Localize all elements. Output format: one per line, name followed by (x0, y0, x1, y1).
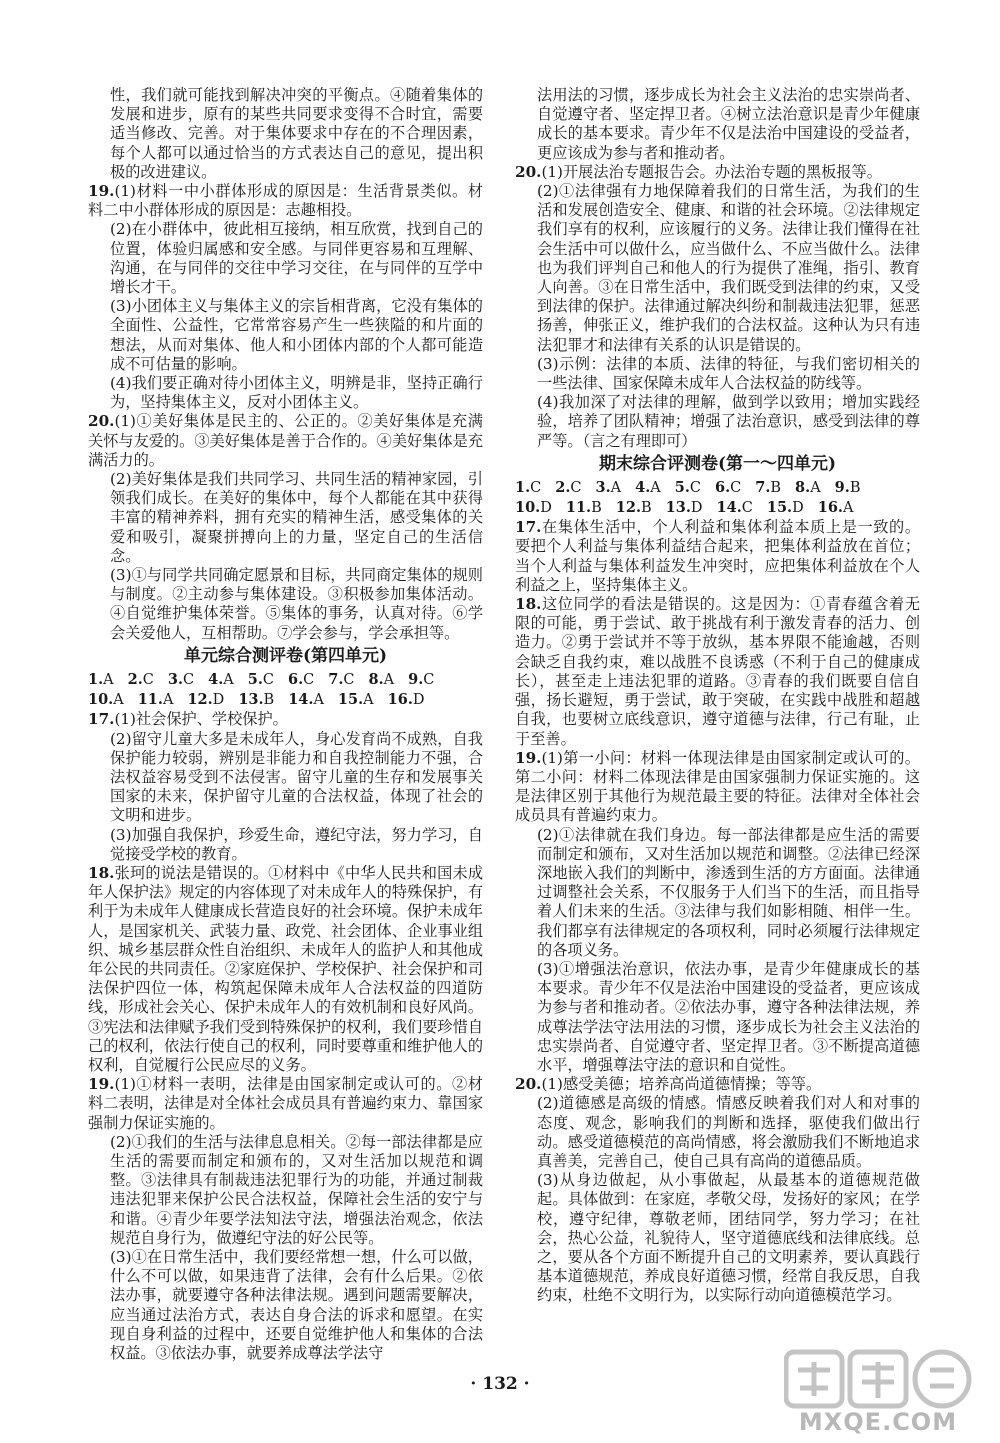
answer-text: (2)①法律就在我们身边。每一部法律都是应生活的需要而制定和颁布，又对生活加以规范和调整。②法律已经深深地嵌入我们的判断中，渗透到生活的方方面面。法律通过调整社会关系，不仅服务于人们当下的生活，而且指导着人们未来的生活。③法律与我们如影相随、相伴一生。我们都享有法律规定的各项权利，同时必须履行法律规定的各项义务。 (537, 825, 920, 959)
answer-item: 4.A (635, 478, 661, 496)
answer-text: (1)材料一中小群体形成的原因是：生活背景类似。材料二中小群体形成的原因是：志趣相投。 (88, 182, 483, 220)
answer-item: 14.A (288, 691, 324, 709)
answer-text: (2)①法律强有力地保障着我们的日常生活，为我们的生活和发展创造安全、健康、和谐的社会环境。②法律规定我们享有的权利，应该履行的义务。法律让我们懂得在社会生活中可以做什么，应当做什么、不应当做什么。法律也为我们评判自己和他人的行为提供了准绳，指引、教育人向善。③在日常生活中，我们既受到法律的约束，又受到法律的保护。法律通过解决纠纷和制裁违法犯罪，惩恶扬善，伸张正义，维护我们的合法权益。这种认为只有违法犯罪才和法律有关系的认识是错误的。 (537, 182, 920, 354)
answer-text: (3)示例：法律的本质、法律的特征，与我们密切相关的一些法律、国家保障未成年人合法权益的防线等。 (537, 354, 920, 393)
answer-item: 15.A (337, 691, 374, 709)
answer-text: (2)留守儿童大多是未成年人，身心发育尚不成熟，自我保护能力较弱，辨别是非能力和自我控制能力不强，合法权益容易受到不法侵害。留守儿童的生存和发展事关国家的未来，保护留守儿童的合法权益，体现了社会的文明和进步。 (110, 729, 483, 825)
question-number: 17. (88, 710, 115, 729)
answer-text: (1)①材料一表明，法律是由国家制定或认可的。②材料二表明，法律是对全体社会成员具有普遍约束力、靠国家强制力保证实施的。 (88, 1075, 483, 1132)
answer-item: 12.B (615, 499, 652, 517)
answer-text: (2)在小群体中，彼此相互接纳，相互欣赏，找到自己的位置，体验归属感和安全感。与同伴更容易和互理解、沟通，在与同伴的交往中学习交往，在与同伴的互学中增长才干。 (110, 220, 483, 297)
answer-item: 2.C (555, 478, 582, 496)
answer-item: 13.D (665, 499, 703, 517)
answer-item: 11.B (565, 499, 602, 517)
answer-item: 2.C (127, 670, 154, 688)
page-number: · 132 · (470, 1374, 530, 1394)
answer-item: 3.A (595, 478, 622, 496)
answer-item: 5.C (247, 670, 274, 688)
watermark (778, 1348, 978, 1436)
section-title: 期末综合评测卷(第一～四单元) (598, 453, 837, 474)
watermark-logo-icon (784, 1348, 972, 1410)
answer-text: (2)美好集体是我们共同学习、共同生活的精神家园，引领我们成长。在美好的集体中，每个人都能在其中获得丰富的精神养料，拥有充实的精神生活，感受集体的关爱和吸引，凝聚拼搏向上的力量，坚定自己的生活信念。 (110, 470, 483, 565)
answer-item: 8.A (368, 670, 395, 688)
answer-text: (3)①在日常生活中，我们要经常想一想，什么可以做，什么不可以做，如果违背了法律，会有什么后果。②依法办事，就要遵守各种法律法规。遇到问题需要解决，应当通过法治方式，表达自身合法的诉求和愿望。在实现自身利益的过程中，还要自觉维护他人和集体的合法权益。③依法办事，就要养成尊法学法守 (110, 1247, 483, 1362)
answer-row (88, 690, 483, 710)
question-19 (88, 182, 483, 412)
answer-item: 9.C (408, 670, 435, 688)
question-17-final (515, 518, 920, 595)
section-title: 单元综合测评卷(第四单元) (183, 645, 388, 666)
answer-row (88, 670, 483, 690)
answer-text: 张珂的说法是错误的。①材料中《中华人民共和国未成年人保护法》规定的内容体现了对未成年人的特殊保护，有利于为未成年人健康成长营造良好的社会环境。保护未成年人，是国家机关、武装力量、政党、社会团体、企业事业组织、城乡基层群众性自治组织、未成年人的监护人和其他成年公民的共同责任。②家庭保护、学校保护、社会保护和司法保护四位一体，构筑起保障未成年人合法权益的四道防线，形成社会关心、保护未成年人的有效机制和良好风尚。③宪法和法律赋予我们受到特殊保护的权利，我们要珍惜自己的权利，依法行使自己的权利，同时要尊重和维护他人的权利，自觉履行公民应尽的义务。 (88, 863, 483, 1074)
answer-text: (1)社会保护、学校保护。 (114, 710, 288, 729)
answer-text: (3)①增强法治意识，依法办事，是青少年健康成长的基本要求。青少年不仅是法治中国建设的受益者，更应该成为参与者和推动者。②依法办事，遵守各种法律法规，养成尊法学法守法用法的习惯，逐步成长为社会主义法治的忠实崇尚者、自觉遵守者、坚定捍卫者。③不断提高道德水平，增强尊法守法的意识和自觉性。 (537, 959, 920, 1074)
answer-text: (1)开展法治专题报告会。办法治专题的黑板报等。 (541, 162, 882, 181)
question-19-unit4 (88, 1075, 483, 1363)
answer-item: 3.C (167, 670, 195, 688)
answer-item: 8.A (795, 478, 821, 496)
watermark-text: MXQE.COM (798, 1408, 958, 1436)
question-19-final (515, 749, 920, 1075)
answer-text: (2)道德感是高级的情感。情感反映着我们对人和对事的态度、观念，影响我们的判断和选择，驱使我们做出行动。感受道德模范的高尚情感，将会激励我们不断地追求真善美，完善自己，使自己具有高尚的道德品质。 (537, 1094, 920, 1170)
question-17 (88, 710, 483, 864)
continuation-paragraph: 法用法的习惯，逐步成长为社会主义法治的忠实崇尚者、自觉遵守者、坚定捍卫者。④树立法治意识是青少年健康成长的基本要求。青少年不仅是法治中国建设的受益者，更应该成为参与者和推动者。 (537, 86, 920, 162)
continuation-paragraph: 性，我们就可能找到解决冲突的平衡点。④随着集体的发展和进步，原有的某些共同要求变得不合时宜，需要适当修改、完善。对于集体要求中存在的不合理因素，每个人都可以通过恰当的方式表达自己的意见，提出积极的改进建议。 (110, 86, 483, 181)
answer-text: (3)加强自我保护，珍爱生命，遵纪守法，努力学习，自觉接受学校的教育。 (110, 825, 483, 863)
answer-text: (3)①与同学共同确定愿景和目标，共同商定集体的规则与制度。②主动参与集体建设。③积极参加集体活动。④自觉维护集体荣誉。⑤集体的事务，认真对待。⑥学会关爱他人，互相帮助。⑦学会参与，学会承担等。 (110, 566, 483, 642)
answer-item: 15.D (766, 499, 804, 517)
answer-item: 11.A (137, 691, 174, 709)
question-18-final (515, 595, 920, 749)
multiple-choice-answers (515, 478, 920, 518)
answer-text: (1)感受美德；培养高尚道德情操；等等。 (541, 1075, 822, 1094)
answer-text: (4)我加深了对法律的理解，做到学以致用；增加实践经验，培养了团队精神；增强了法治意识，感受到法律的尊严等。（言之有理即可） (537, 393, 920, 450)
answer-item: 13.B (238, 691, 275, 709)
answer-text: (4)我们要正确对待小团体主义，明辨是非，坚持正确行为，坚持集体主义，反对小团体主义。 (110, 374, 483, 412)
question-20-final (515, 1075, 920, 1305)
answer-item: 4.A (208, 670, 234, 688)
question-number: 19. (515, 748, 542, 767)
right-column (515, 86, 920, 1306)
answer-item: 1.C (515, 478, 542, 496)
question-20 (88, 412, 483, 642)
answer-row (515, 478, 920, 498)
question-number: 18. (515, 595, 542, 614)
question-number: 20. (515, 1075, 542, 1094)
question-number: 19. (88, 1075, 115, 1094)
answer-item: 7.B (755, 478, 782, 496)
answer-text: 在集体生活中，个人利益和集体利益本质上是一致的。要把个人利益与集体利益结合起来，把集体利益放在首位；当个人利益与集体利益发生冲突时，应把集体利益放在个人利益之上，坚持集体主义。 (515, 518, 920, 594)
answer-item: 5.C (674, 478, 701, 496)
answer-text: (3)从身边做起，从小事做起，从最基本的道德规范做起。具体做到：在家庭，孝敬父母，发扬好的家风；在学校，遵守纪律，尊敬老师，团结同学，努力学习；在社会，热心公益，礼貌待人，坚守道德底线和法律底线。总之，要从各个方面不断提升自己的文明素养，要认真践行基本道德规范，养成良好道德习惯，经常自我反思，自我约束，杜绝不文明行为，以实际行动向道德模范学习。 (537, 1171, 920, 1305)
answer-item: 6.C (288, 670, 315, 688)
answer-item: 14.C (716, 499, 753, 517)
left-column (88, 86, 483, 1363)
question-20-unit4 (515, 163, 920, 451)
question-number: 20. (515, 162, 542, 181)
question-number: 19. (88, 182, 115, 201)
answer-item: 9.B (834, 478, 861, 496)
answer-item: 12.D (187, 691, 225, 709)
question-number: 18. (88, 863, 115, 882)
answer-text: (1)第一小问：材料一体现法律是由国家制定或认可的。第二小问：材料二体现法律是由国家强制力保证实施的。这是法律区别于其他行为规范最主要的特征。法律对全体社会成员具有普遍约束力。 (515, 748, 920, 825)
answer-item: 1.A (88, 670, 114, 688)
answer-text: (3)小团体主义与集体主义的宗旨相背离，它没有集体的全面性、公益性，它常常容易产生一些狭隘的和片面的想法，从而对集体、他人和小团体内部的个人都可能造成不可估量的影响。 (110, 297, 483, 373)
answer-item: 16.D (387, 691, 425, 709)
answer-item: 16.A (817, 499, 854, 517)
question-number: 20. (88, 412, 115, 431)
answer-text: (2)①我们的生活与法律息息相关。②每一部法律都是应生活的需要而制定和颁布的，又对生活加以规范和调整。③法律具有制裁违法犯罪行为的功能，并通过制裁违法犯罪来保护公民合法权益，保障社会生活的安宁与和谐。④青少年要学法知法守法，增强法治观念，依法规范自身行为，做遵纪守法的好公民等。 (110, 1132, 483, 1247)
answer-item: 7.C (328, 670, 355, 688)
answer-text: (1)①美好集体是民主的、公正的。②美好集体是充满关怀与友爱的。③美好集体是善于合作的。④美好集体是充满活力的。 (88, 412, 483, 469)
answer-text: 这位同学的看法是错误的。这是因为：①青春蕴含着无限的可能，勇于尝试、敢于挑战有利于激发青春的活力、创造力。②勇于尝试并不等于放纵，基本界限不能逾越，否则会缺乏自我约束，难以战胜不良诱惑（不利于自己的健康成长），甚至走上违法犯罪的道路。③青春的我们既要自信自强，扬长避短，勇于尝试，敢于突破，在实践中战胜和超越自我，也要树立底线意识，遵守道德与法律，行己有耻，止于至善。 (515, 595, 920, 748)
answer-item: 10.D (515, 499, 552, 517)
question-18 (88, 864, 483, 1075)
question-number: 17. (515, 518, 542, 537)
answer-item: 6.C (715, 478, 742, 496)
answer-item: 10.A (88, 691, 124, 709)
answer-row (515, 498, 920, 518)
multiple-choice-answers (88, 670, 483, 710)
